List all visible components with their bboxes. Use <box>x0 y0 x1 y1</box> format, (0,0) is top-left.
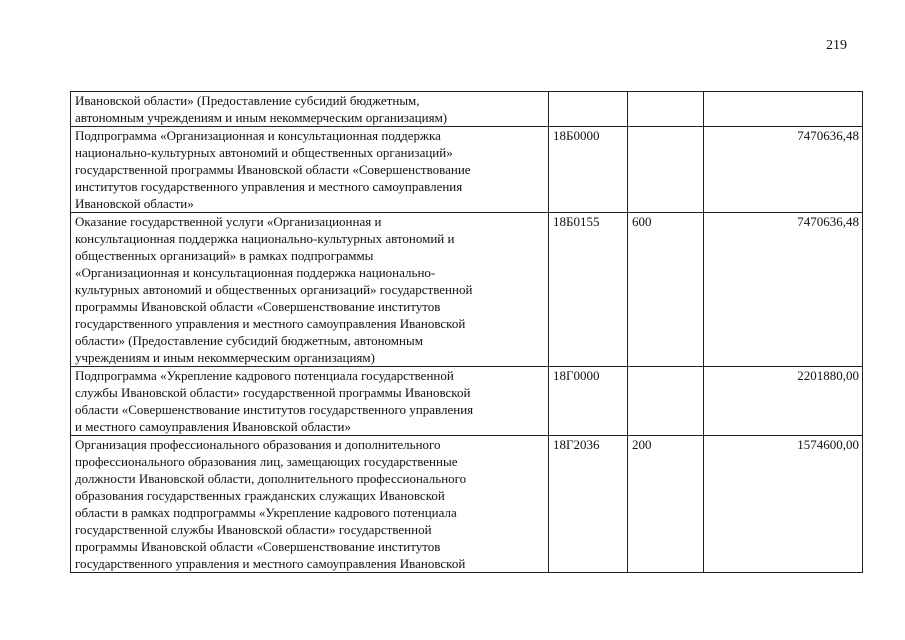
row-name: Ивановской области» (Предоставление субсидий бюджетным, автономным учреждениям и иным некоммерческим организациям) <box>71 92 549 127</box>
table-row <box>71 92 863 127</box>
row-sum <box>704 92 863 127</box>
row-name: Организация профессионального образования и дополнительного профессионального образования лиц, замещающих государственные должности Ивановской области, дополнительного профессионального образования государственных гражданских служащих Ивановской области в рамках подпрограммы «Укрепление кадрового потенциала государственной службы Ивановской области» государственной программы Ивановской области «Совершенствование институтов государственного управления и местного самоуправления Ивановской <box>71 436 549 573</box>
table-row <box>71 213 863 367</box>
row-sum: 1574600,00 <box>704 436 863 573</box>
row-code <box>549 92 628 127</box>
table-row <box>71 367 863 436</box>
row-type <box>628 127 704 213</box>
row-sum: 7470636,48 <box>704 127 863 213</box>
page-number: 219 <box>826 38 847 53</box>
row-code: 18Г0000 <box>549 367 628 436</box>
table-row <box>71 127 863 213</box>
row-type: 200 <box>628 436 704 573</box>
row-code: 18Б0000 <box>549 127 628 213</box>
row-code: 18Б0155 <box>549 213 628 367</box>
row-type: 600 <box>628 213 704 367</box>
row-name: Оказание государственной услуги «Организационная и консультационная поддержка национально-культурных автономий и общественных организаций» в рамках подпрограммы «Организационная и консультационная поддержка национально- культурных автономий и общественных организаций» государственной программы Ивановской области «Совершенствование институтов государственного управления и местного самоуправления Ивановской области» (Предоставление субсидий бюджетным, автономным учреждениям и иным некоммерческим организациям) <box>71 213 549 367</box>
row-type <box>628 92 704 127</box>
row-name: Подпрограмма «Организационная и консультационная поддержка национально-культурных автономий и общественных организаций» государственной программы Ивановской области «Совершенствование институтов государственного управления и местного самоуправления Ивановской области» <box>71 127 549 213</box>
row-sum: 7470636,48 <box>704 213 863 367</box>
row-code: 18Г2036 <box>549 436 628 573</box>
budget-table <box>70 91 863 573</box>
row-sum: 2201880,00 <box>704 367 863 436</box>
table-row <box>71 436 863 573</box>
row-type <box>628 367 704 436</box>
row-name: Подпрограмма «Укрепление кадрового потенциала государственной службы Ивановской области» государственной программы Ивановской области «Совершенствование институтов государственного управления и местного самоуправления Ивановской области» <box>71 367 549 436</box>
